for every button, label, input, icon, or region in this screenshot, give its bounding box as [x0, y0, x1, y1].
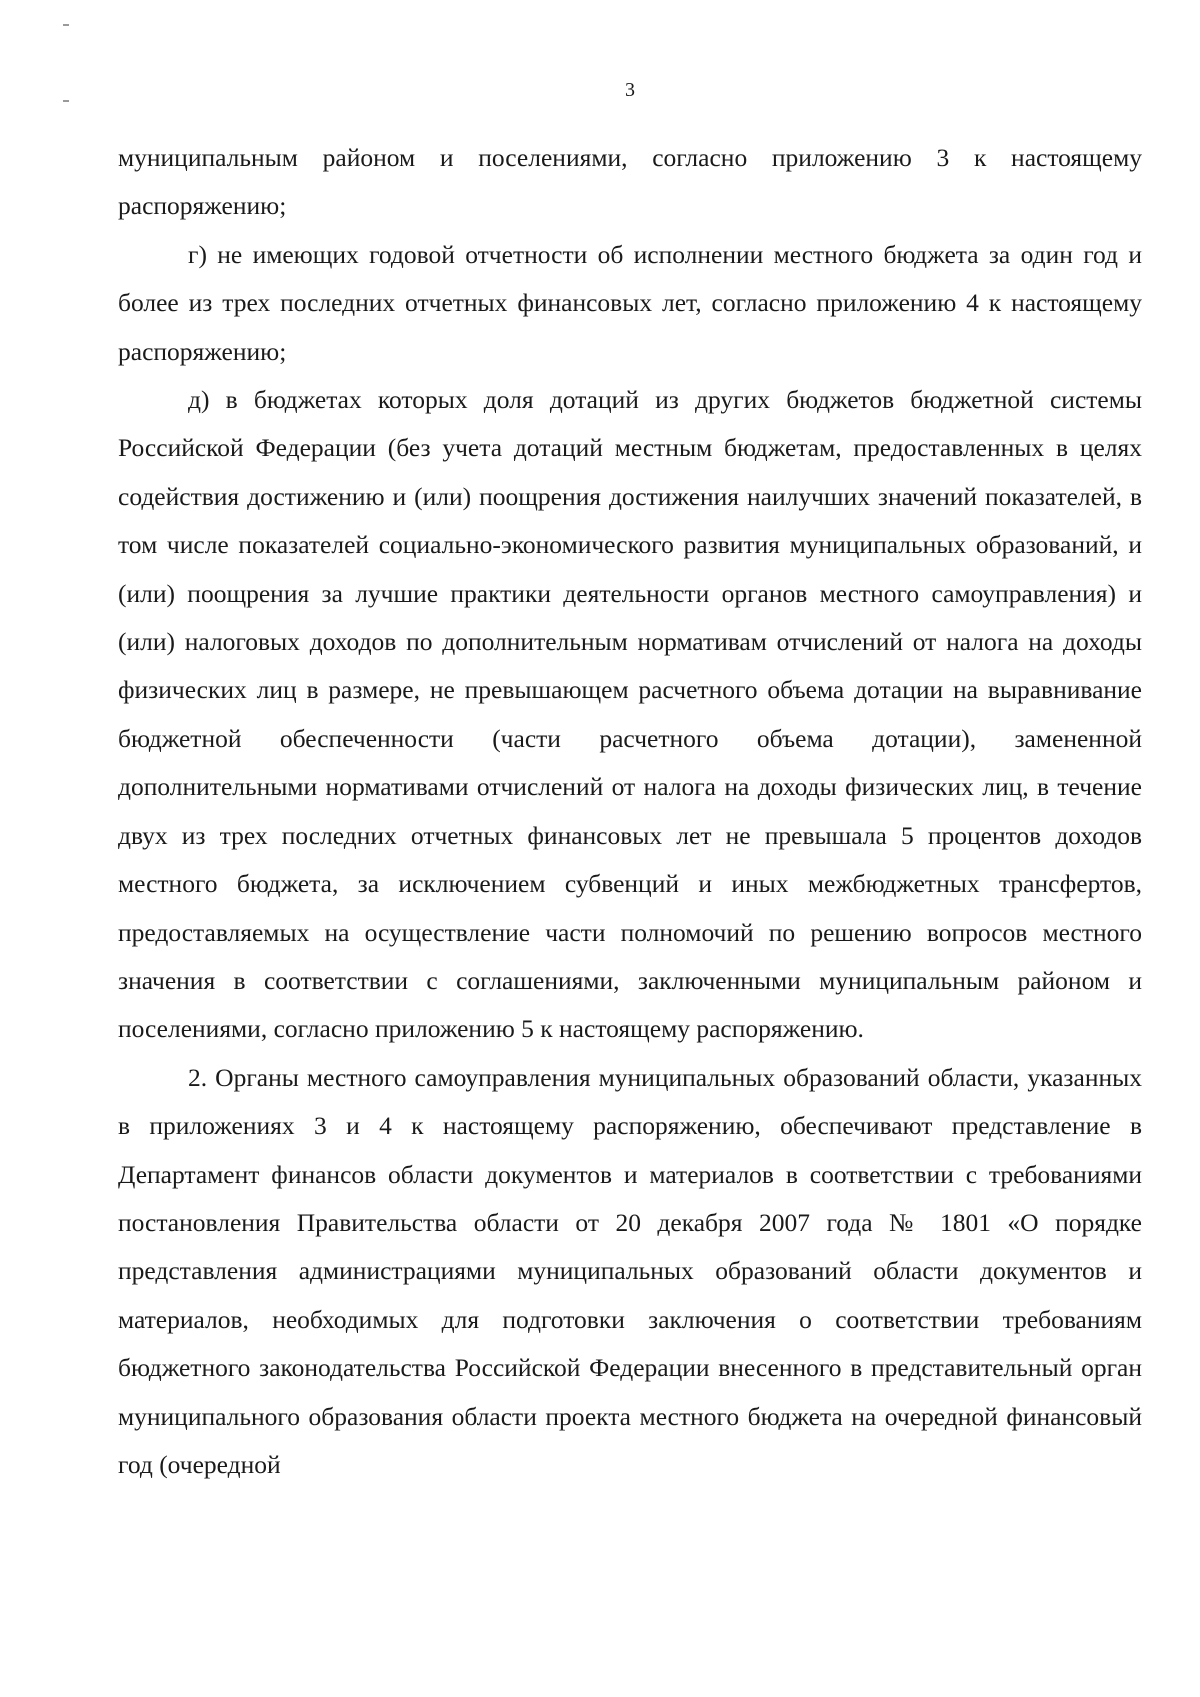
paragraph-section-2: 2. Органы местного самоуправления муниципальных образований области, указанных в приложениях 3 и 4 к настоящему распоряжению, обеспечивают представление в Департамент финансов области документов и материалов в соответствии с требованиями постановления Правительства области от 20 декабря 2007 года № 1801 «О порядке представления администрациями муниципальных образований области документов и материалов, необходимых для подготовки заключения о соответствии требованиям бюджетного законодательства Российской Федерации внесенного в представительный орган муниципального образования области проекта местного бюджета на очередной финансовый год (очередной	[118, 1062, 1142, 1479]
document-body	[118, 134, 1142, 1489]
paragraph-item-d: д) в бюджетах которых доля дотаций из других бюджетов бюджетной системы Российской Федерации (без учета дотаций местным бюджетам, предоставленных в целях содействия достижению и (или) поощрения достижения наилучших значений показателей, в том числе показателей социально-экономического развития муниципальных образований, и (или) поощрения за лучшие практики деятельности органов местного самоуправления) и (или) налоговых доходов по дополнительным нормативам отчислений от налога на доходы физических лиц в размере, не превышающем расчетного объема дотации на выравнивание бюджетной обеспеченности (части расчетного объема дотации), замененной дополнительными нормативами отчислений от налога на доходы физических лиц, в течение двух из трех последних отчетных финансовых лет не превышала 5 процентов доходов местного бюджета, за исключением субвенций и иных межбюджетных трансфертов, предоставляемых на осуществление части полномочий по решению вопросов местного значения в соответствии с соглашениями, заключенными муниципальным районом и поселениями, согласно приложению 5 к настоящему распоряжению.	[118, 385, 1142, 1044]
paragraph-item-g: г) не имеющих годовой отчетности об исполнении местного бюджета за один год и более из трех последних отчетных финансовых лет, согласно приложению 4 к настоящему распоряжению;	[118, 239, 1142, 366]
page-number: 3	[625, 79, 635, 101]
scan-mark	[63, 24, 69, 26]
paragraph-continuation: муниципальным районом и поселениями, согласно приложению 3 к настоящему распоряжению;	[118, 143, 1142, 221]
